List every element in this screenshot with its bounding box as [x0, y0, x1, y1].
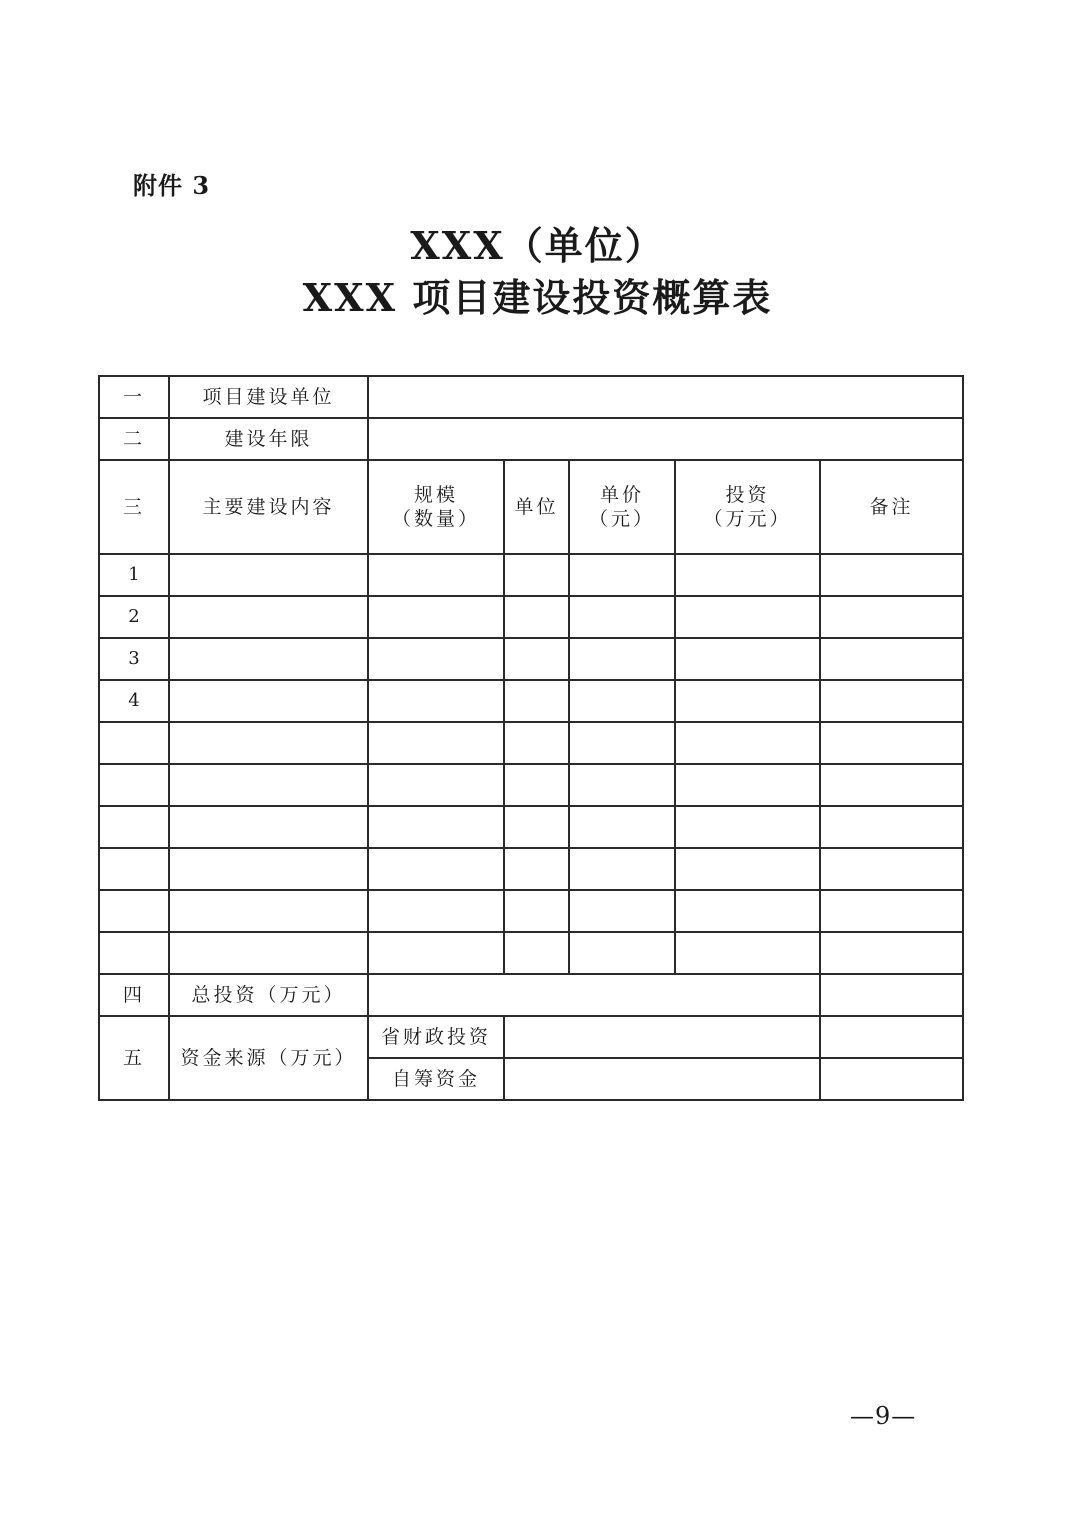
cell: [99, 932, 169, 974]
cell: [569, 680, 675, 722]
title-project: XXX 项目建设投资概算表: [302, 275, 773, 320]
table-row: [99, 554, 963, 596]
cell: [169, 596, 368, 638]
cell: [169, 806, 368, 848]
cell: [569, 764, 675, 806]
table-row: [99, 638, 963, 680]
cell: [368, 596, 504, 638]
cell: [99, 848, 169, 890]
cell: [569, 932, 675, 974]
cell: [675, 554, 820, 596]
cell: [504, 764, 569, 806]
cell: [675, 596, 820, 638]
cell: [675, 764, 820, 806]
cell: [169, 848, 368, 890]
cell: [569, 596, 675, 638]
header-main-content: 主要建设内容: [169, 460, 368, 554]
cell: [569, 890, 675, 932]
cell: [820, 638, 963, 680]
cell: [169, 638, 368, 680]
cell: [368, 638, 504, 680]
row-label: 总投资（万元）: [169, 974, 368, 1016]
row-total-investment: [99, 974, 963, 1016]
row-label: 建设年限: [169, 418, 368, 460]
funding-source-provincial: 省财政投资: [368, 1016, 504, 1058]
cell: [169, 890, 368, 932]
header-unit: 单位: [504, 460, 569, 554]
table-row: [99, 596, 963, 638]
cell: [675, 722, 820, 764]
cell: [820, 974, 963, 1016]
table-row: [99, 848, 963, 890]
cell: [368, 554, 504, 596]
cell: [504, 890, 569, 932]
header-unit-price: [569, 460, 675, 554]
item-number: 3: [99, 638, 169, 680]
item-number: 4: [99, 680, 169, 722]
cell: [368, 764, 504, 806]
cell: [368, 680, 504, 722]
header-price-line2: （元）: [588, 508, 655, 530]
cell: [504, 848, 569, 890]
cell: [820, 806, 963, 848]
cell: [368, 848, 504, 890]
cell: [569, 848, 675, 890]
cell: [820, 1016, 963, 1058]
value-cell: [368, 376, 963, 418]
header-remark: 备注: [820, 460, 963, 554]
table-row: [99, 890, 963, 932]
page-number: —9—: [850, 1402, 917, 1430]
cell: [820, 596, 963, 638]
header-invest-line2: （万元）: [703, 508, 792, 530]
cell: [675, 932, 820, 974]
funding-source-self: 自筹资金: [368, 1058, 504, 1100]
cell: [504, 722, 569, 764]
cell: [569, 722, 675, 764]
value-cell: [368, 418, 963, 460]
cell: [504, 932, 569, 974]
header-scale: [368, 460, 504, 554]
cell: [569, 806, 675, 848]
cell: [368, 890, 504, 932]
row-index: 一: [99, 376, 169, 418]
item-number: 2: [99, 596, 169, 638]
cell: [569, 638, 675, 680]
cell: [675, 638, 820, 680]
budget-table: [98, 375, 964, 1101]
cell: [675, 890, 820, 932]
cell: [99, 806, 169, 848]
cell: [99, 764, 169, 806]
row-index: 五: [99, 1016, 169, 1100]
table-row: [99, 680, 963, 722]
cell: [820, 1058, 963, 1100]
cell: [504, 596, 569, 638]
cell: [820, 890, 963, 932]
cell: [169, 680, 368, 722]
cell: [820, 722, 963, 764]
cell: [820, 848, 963, 890]
cell: [368, 722, 504, 764]
cell: [820, 932, 963, 974]
attachment-label: 附件 3: [133, 171, 211, 200]
row-label: 项目建设单位: [169, 376, 368, 418]
cell: [820, 764, 963, 806]
header-price-line1: 单价: [599, 484, 644, 506]
cell: [368, 932, 504, 974]
title-unit: XXX（单位）: [410, 223, 665, 268]
total-value-cell: [368, 974, 820, 1016]
cell: [820, 680, 963, 722]
item-number: 1: [99, 554, 169, 596]
cell: [504, 680, 569, 722]
cell: [169, 554, 368, 596]
cell: [820, 554, 963, 596]
cell: [169, 722, 368, 764]
cell: [368, 806, 504, 848]
row-index: 二: [99, 418, 169, 460]
header-scale-line1: 规模: [413, 484, 458, 506]
cell: [99, 722, 169, 764]
header-investment: [675, 460, 820, 554]
table-row: [99, 932, 963, 974]
cell: [504, 638, 569, 680]
row-header: [99, 460, 963, 554]
header-scale-line2: （数量）: [391, 508, 480, 530]
cell: [675, 848, 820, 890]
row-label: 资金来源（万元）: [169, 1016, 368, 1100]
table-row: [99, 806, 963, 848]
table-row: [99, 722, 963, 764]
row-construction-period: [99, 418, 963, 460]
cell: [675, 806, 820, 848]
table-row: [99, 764, 963, 806]
row-index: 四: [99, 974, 169, 1016]
cell: [169, 764, 368, 806]
cell: [504, 554, 569, 596]
header-invest-line1: 投资: [725, 484, 770, 506]
row-construction-unit: [99, 376, 963, 418]
row-index: 三: [99, 460, 169, 554]
row-funding-provincial: [99, 1016, 963, 1058]
funding-value-cell: [504, 1058, 820, 1100]
cell: [169, 932, 368, 974]
cell: [675, 680, 820, 722]
cell: [504, 806, 569, 848]
cell: [99, 890, 169, 932]
funding-value-cell: [504, 1016, 820, 1058]
cell: [569, 554, 675, 596]
